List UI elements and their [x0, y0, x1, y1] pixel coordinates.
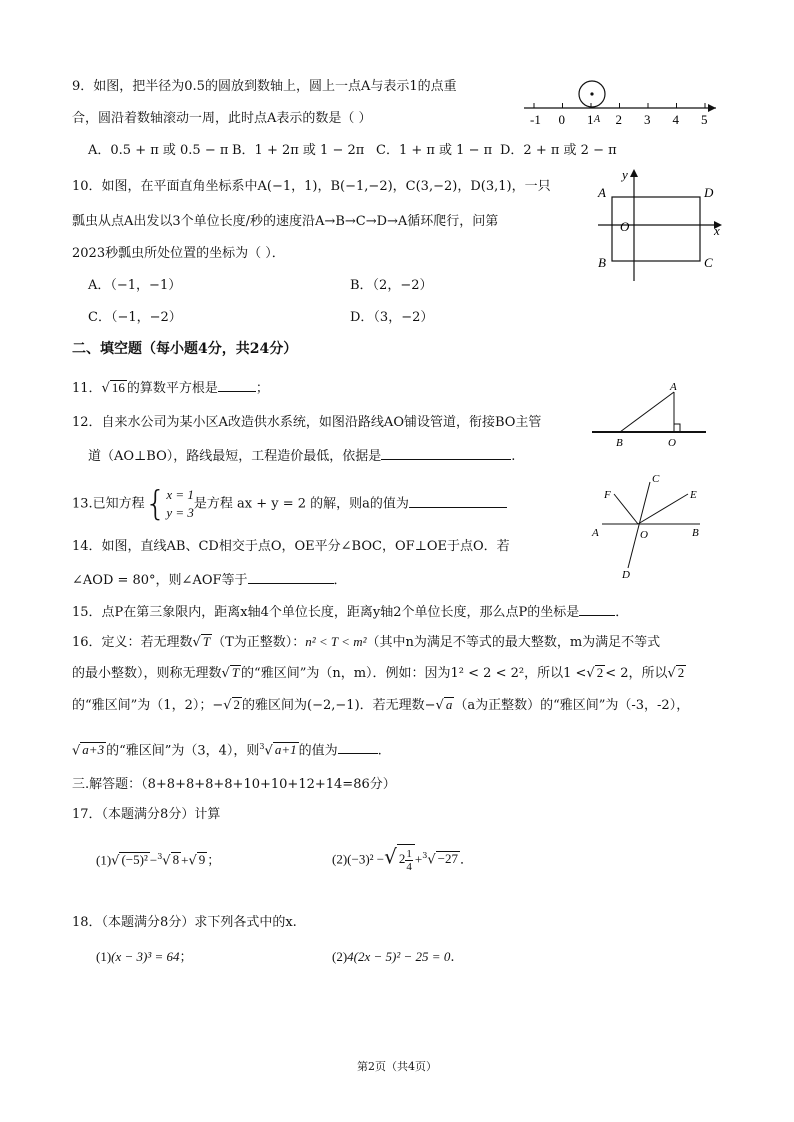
q18-part1 [96, 948, 193, 967]
q10-line2: 瓢虫从点A出发以3个单位长度/秒的速度沿A→B→C→D→A循环爬行，问第 [72, 214, 499, 229]
q16-line3b: 的雅区间为(−2,−1)．若无理数− [242, 698, 436, 713]
q12-end: . [511, 449, 516, 464]
q10-label-o: O [620, 219, 630, 234]
q16-line2 [72, 665, 686, 683]
q11-prefix: 11． [72, 381, 102, 396]
q9-option-b: B．1 + 2π 或 1 − 2π [232, 143, 365, 158]
q15-text: 15．点P在第三象限内，距离x轴4个单位长度，距离y轴2个单位长度，那么点P的坐标是 [72, 605, 580, 620]
radical-sign: √ [667, 666, 676, 681]
q16-line3c: （a为正整数）的“雅区间”为（-3，-2）， [454, 698, 690, 713]
q16-line3 [72, 697, 689, 715]
q10-label-y: y [622, 167, 628, 182]
q15-answer-blank[interactable] [579, 602, 615, 616]
q10-option-b: B．（2，−2） [350, 278, 433, 293]
q16-answer-blank[interactable] [338, 740, 378, 754]
q14-label-c: C [652, 473, 660, 485]
radical-sign: √ [384, 844, 397, 869]
axis-tick-label: 1 [587, 112, 594, 127]
q18-p1-label: (1) [96, 949, 112, 964]
q16-line1b: （T为正整数）： [212, 635, 306, 650]
q12-line1: 12．自来水公司为某小区A改造供水系统，如图沿路线AO铺设管道，衔接BO主管 [72, 415, 542, 430]
radical-sign: √ [427, 852, 436, 868]
q16-line4 [72, 738, 382, 760]
q14-figure [588, 470, 718, 580]
q17-p1-r3: 9 [198, 852, 206, 868]
radical-sign: √ [188, 853, 197, 869]
radical-sign: √ [586, 666, 595, 681]
q18-p2-label: (2) [332, 949, 348, 964]
q17-p2-mixed-number [397, 844, 415, 873]
q14-line2-text: ∠AOD = 80°，则∠AOF等于 [72, 573, 248, 588]
axis-tick-label: 3 [644, 112, 651, 127]
q17-p2-r: −27 [437, 851, 458, 867]
q16-line1 [72, 633, 660, 652]
radical-sign: √ [162, 853, 171, 869]
q18-p2-end: . [450, 950, 455, 965]
axis-tick-label: 5 [701, 112, 708, 127]
q16-rad-t-2: T [231, 665, 240, 680]
axis-tick-label: -1 [530, 112, 541, 127]
q11-end: ； [255, 381, 269, 396]
q13-system-eq2: y = 3 [166, 505, 194, 520]
q13-prefix: 13.已知方程 [72, 496, 145, 512]
q14-label-o: O [640, 529, 648, 541]
q18-p1-equation: (x − 3)³ = 64 [111, 949, 180, 964]
q14-label-f: F [604, 489, 611, 501]
q15 [72, 602, 628, 622]
q13-system [166, 486, 194, 522]
axis-tick-label: 0 [558, 112, 565, 127]
q14-label-a: A [592, 527, 599, 539]
q17-title: 17．（本题满分8分）计算 [72, 807, 221, 822]
q17-part2 [332, 840, 473, 872]
q17-p2-plus: + [414, 851, 423, 867]
system-brace: { [144, 484, 167, 524]
radical-sign: √ [435, 698, 444, 713]
q17-p2-num: 1 [406, 847, 412, 860]
radical-sign: √ [264, 743, 273, 759]
q9-number-line-figure [520, 70, 720, 130]
q10-option-a: A．（−1，−1） [88, 278, 182, 293]
q18-p2-equation: 4(2x − 5)² − 25 = 0 [347, 949, 451, 964]
q12-figure [590, 378, 710, 450]
q17-p2-label: (2) [332, 851, 348, 867]
radical-sign: √ [192, 635, 201, 650]
q10-label-x: x [714, 223, 720, 238]
q13 [72, 484, 507, 524]
q9-line2: 合，圆沿着数轴滚动一周，此时点A表示的数是（ ） [72, 111, 372, 126]
q17-p2-end: ． [459, 852, 473, 868]
q10-option-c: C．（−1，−2） [88, 310, 182, 325]
q16-rad-2: 2 [596, 665, 604, 680]
q12-line2-text: 道（AO⊥BO），路线最短，工程造价最低，依据是 [88, 449, 382, 464]
q13-system-eq1: x = 1 [166, 487, 194, 502]
q9-line1: 9．如图，把半径为0.5的圆放到数轴上，圆上一点A与表示1的点重 [72, 79, 457, 94]
radical-sign: √ [72, 743, 81, 759]
q9-option-d: D．2 + π 或 2 − π [500, 143, 617, 158]
q16-line4b: 的值为 [298, 743, 338, 759]
q17-p2-whole: 2 [398, 851, 406, 867]
q14-label-b: B [692, 527, 699, 539]
q12-label-b: B [616, 437, 623, 449]
q10-option-d: D．（3，−2） [350, 310, 434, 325]
q10-label-a: A [598, 185, 606, 200]
q17-part1 [96, 848, 220, 870]
q16-cube-index: 3 [259, 742, 265, 751]
q17-p2-den: 4 [406, 860, 412, 873]
q12-line2 [88, 446, 515, 466]
radical-sign: √ [111, 853, 120, 869]
q11-radicand: 16 [111, 380, 125, 395]
q17-p1-plus: + [181, 852, 189, 868]
q11-answer-blank[interactable] [218, 378, 256, 392]
q14-line1: 14．如图，直线AB、CD相交于点O，OE平分∠BOC，OF⊥OE于点O．若 [72, 539, 510, 554]
q16-line2b: 的“雅区间”为（n，m）．例如：因为1² < 2 < 2²，所以1 < [241, 666, 587, 681]
q9-option-a: A．0.5 + π 或 0.5 − π [88, 143, 229, 158]
q17-p1-r2: 8 [172, 852, 180, 868]
q17-p1-label: (1) [96, 852, 112, 868]
q16-end: . [377, 743, 382, 759]
q16-rad-2c: 2 [233, 697, 241, 712]
q16-line3a: 的“雅区间”为（1，2）；− [72, 698, 224, 713]
q14-end: ． [333, 573, 347, 588]
q16-line1d: （其中n为满足不等式的最大整数，m为满足不等式 [366, 635, 661, 650]
q12-answer-blank[interactable] [381, 446, 511, 460]
q16-line4a: 的“雅区间”为（3，4），则 [106, 743, 260, 759]
q16-line2a: 的最小整数），则称无理数 [72, 666, 222, 681]
q16-rad-a3: a+3 [82, 742, 105, 758]
q10-label-c: C [704, 255, 713, 270]
q18-part2 [332, 948, 454, 967]
q10-coordinate-figure [588, 165, 728, 285]
section2-title: 二、填空题（每小题4分，共24分） [72, 341, 298, 357]
q17-p2-a: (−3)² − [347, 851, 385, 867]
q17-p1-minus: − [149, 852, 158, 868]
q17-p2-cube-index: 3 [422, 851, 428, 860]
q17-p1-cube-index: 3 [157, 852, 163, 861]
axis-tick-label: 4 [672, 112, 679, 127]
q12-label-a: A [670, 381, 677, 393]
q16-rad-t: T [202, 634, 211, 649]
q18-title: 18．（本题满分8分）求下列各式中的x. [72, 915, 297, 930]
q16-rad-2b: 2 [677, 665, 685, 680]
q16-line1a: 16．定义：若无理数 [72, 635, 193, 650]
q17-p1-end: ； [207, 853, 221, 869]
q16-inequality: n² < T < m² [305, 634, 367, 649]
q12-label-o: O [668, 437, 676, 449]
radical-sign: √ [101, 381, 110, 396]
section3-title: 三.解答题：（8+8+8+8+8+10+10+12+14=86分） [72, 777, 396, 792]
q14-answer-blank[interactable] [248, 570, 334, 584]
q14-label-e: E [690, 489, 697, 501]
q13-answer-blank[interactable] [409, 494, 507, 508]
q10-label-b: B [598, 255, 606, 270]
q11 [72, 378, 269, 398]
q16-rad-a: a [445, 697, 453, 712]
q9-point-label: A [594, 114, 601, 125]
q9-option-c: C．1 + π 或 1 − π [376, 143, 493, 158]
q15-end: ． [615, 605, 629, 620]
q10-line3: 2023秒瓢虫所处位置的坐标为（ ）． [72, 246, 285, 261]
q14-label-d: D [622, 569, 630, 580]
q16-line2c: < 2，所以 [605, 666, 668, 681]
q17-p2-fraction [405, 848, 413, 873]
page-footer: 第2页（共4页） [357, 1060, 437, 1073]
q18-p1-end: ； [179, 950, 193, 965]
q10-label-d: D [704, 185, 714, 200]
q11-suffix: 的算数平方根是 [126, 381, 218, 396]
axis-tick-label: 2 [615, 112, 622, 127]
radical-sign: √ [223, 698, 232, 713]
q10-line1: 10．如图，在平面直角坐标系中A(−1，1)，B(−1,−2)，C(3,−2)，D(3,1)，一只 [72, 179, 551, 194]
radical-sign: √ [221, 666, 230, 681]
q14-line2 [72, 570, 347, 590]
q17-p1-r1: (−5)² [121, 852, 148, 868]
q13-middle: 是方程 ax + y = 2 的解，则a的值为 [193, 496, 409, 512]
q16-rad-a1: a+1 [274, 742, 297, 758]
